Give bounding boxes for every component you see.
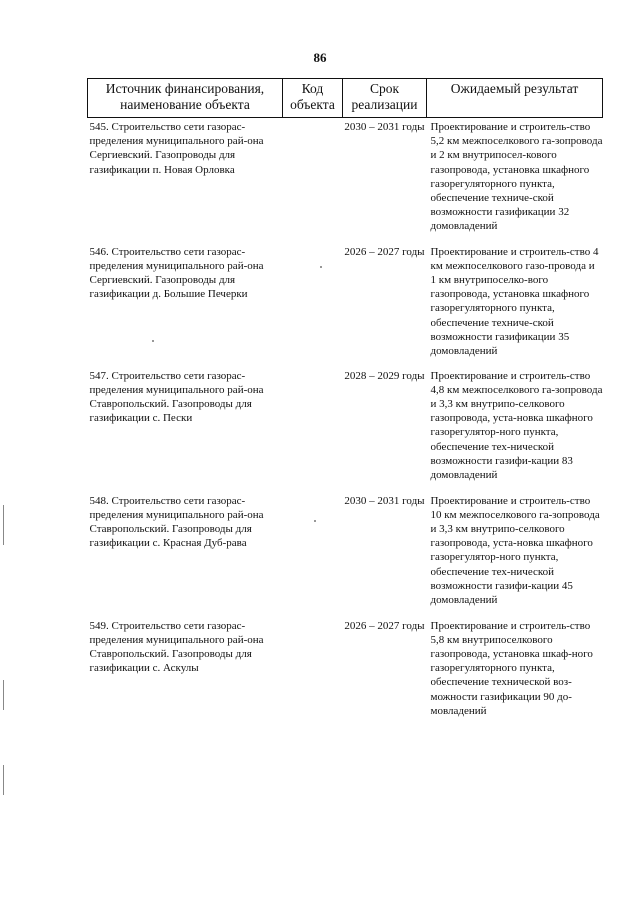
row-source: 548. Строительство сети газорас-пределения муниципального рай-она Ставропольский. Газопроводы для газификации с. Красная Дуб-рава [89,494,264,550]
row-result: Проектирование и строитель-ство 5,2 км межпоселкового га-зопровода и 2 км внутрипосел-кового газопровода, установка шкафного газорегуляторного пункта, обеспечение техниче-ской возможности газификации 32 домовладений [430,121,603,233]
row-term: 2026 – 2027 годы [344,619,425,632]
row-source: 547. Строительство сети газорас-пределения муниципального рай-она Ставропольский. Газопроводы для газификации с. Пески [89,369,264,425]
page-number: 86 [313,50,327,65]
table-header-row [88,79,603,118]
row-code [283,367,343,492]
row-code [283,617,343,718]
row-source: 545. Строительство сети газорас-пределения муниципального рай-она Сергиевский. Газопроводы для газификации п. Новая Орловка [89,121,264,176]
header-result: Ожидаемый результат [427,79,603,118]
table-row [88,367,603,492]
table-row [88,617,603,718]
table-row [88,243,603,367]
scan-dot-mark [320,266,322,268]
scan-edge-mark [3,505,4,545]
row-term: 2030 – 2031 годы [344,121,425,133]
row-source: 549. Строительство сети газорас-пределения муниципального рай-она Ставропольский. Газопроводы для газификации с. Аскулы [89,619,264,675]
table-row [88,118,603,243]
row-term: 2026 – 2027 годы [344,245,425,258]
row-term: 2028 – 2029 годы [344,369,425,382]
table-row [88,492,603,617]
row-code [283,243,343,367]
header-term: Срок реализации [343,79,427,118]
row-source: 546. Строительство сети газорас-пределения муниципального рай-она Сергиевский. Газопроводы для газификации д. Большие Печерки [89,245,264,301]
row-code [283,118,343,243]
scan-edge-mark [3,680,4,710]
scan-dot-mark [152,340,154,342]
row-code [283,492,343,617]
header-source: Источник финансирования, наименование объекта [88,79,283,118]
row-term: 2030 – 2031 годы [344,494,425,507]
row-result: Проектирование и строитель-ство 4 км межпоселкового газо-провода и 1 км внутрипоселко-вого газопровода, установка шкафного газорегуляторного пункта, обеспечение техниче-ской возможности газификации 35 домовладений [430,245,599,357]
scan-edge-mark [3,765,4,795]
row-result: Проектирование и строитель-ство 5,8 км внутрипоселкового газопровода, установка шкаф-ного газорегуляторного пункта, обеспечение технической воз-можности газификации 90 до-мовладений [430,619,593,717]
row-result: Проектирование и строитель-ство 4,8 км межпоселкового га-зопровода и 3,3 км внутрипо-селкового газопровода, уста-новка шкафного газорегулятор-ного пункта, обеспечение тех-нической возможности газифи-кации 83 домовладений [430,369,603,481]
header-code: Код объекта [283,79,343,118]
scan-dot-mark [314,520,316,522]
row-result: Проектирование и строитель-ство 10 км межпоселкового га-зопровода и 3,3 км внутрипо-селкового газопровода, уста-новка шкафного газорегулятор-ного пункта, обеспечение тех-нической возможности газифи-кации 45 домовладений [430,494,600,606]
program-table [87,78,603,718]
